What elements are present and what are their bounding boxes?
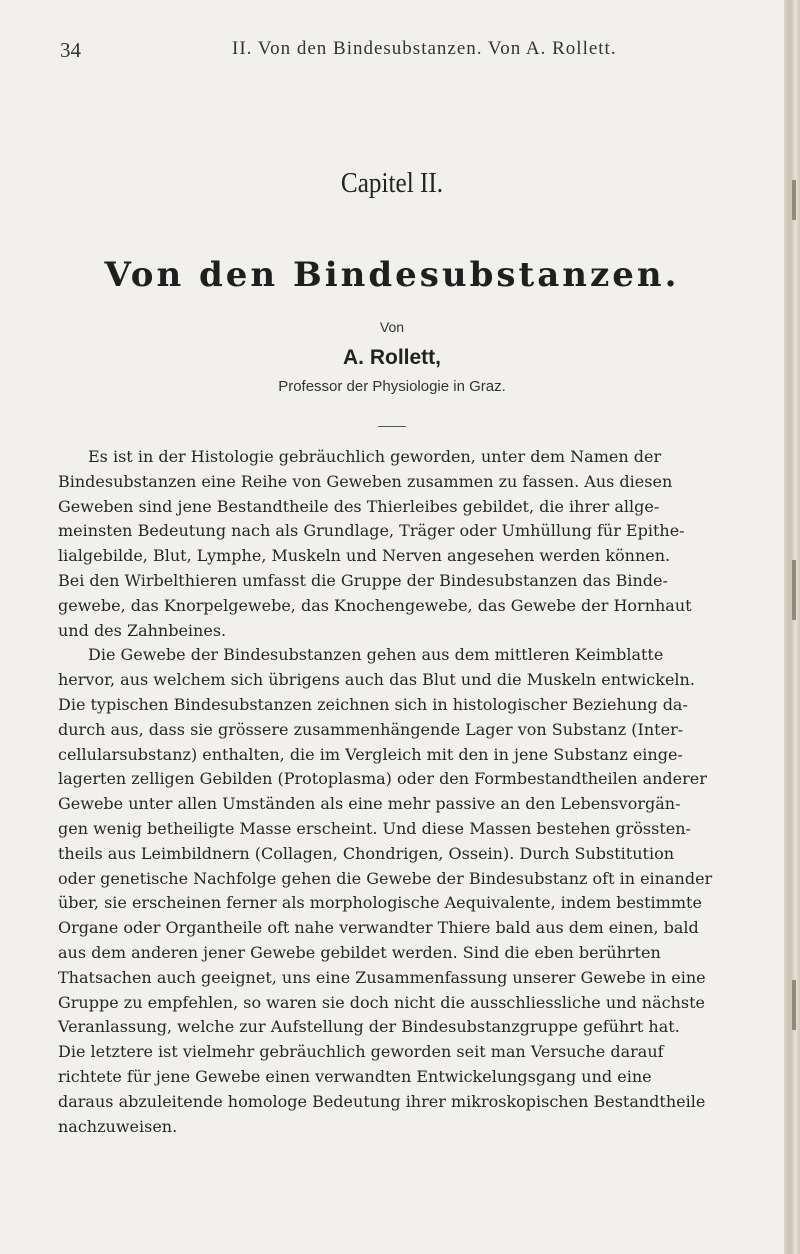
text-line: Bei den Wirbelthieren umfasst die Gruppe der Bindesubstanzen das Binde-	[58, 570, 668, 590]
text-line: lialgebilde, Blut, Lymphe, Muskeln und Nerven angesehen werden können.	[58, 546, 671, 566]
separator-rule	[378, 426, 406, 427]
text-line: Veranlassung, welche zur Aufstellung der Bindesubstanzgruppe geführt hat.	[58, 1017, 680, 1037]
author-affiliation: Professor der Physiologie in Graz.	[278, 378, 506, 395]
text-line: und des Zahnbeines.	[58, 620, 227, 640]
text-line: nachzuweisen.	[58, 1116, 178, 1136]
text-line: gewebe, das Knorpelgewebe, das Knochengewebe, das Gewebe der Hornhaut	[58, 595, 692, 615]
page-edge	[784, 0, 800, 1254]
page-number: 34	[60, 38, 81, 62]
text-line: Gruppe zu empfehlen, so waren sie doch nicht die ausschliessliche und nächste	[58, 992, 705, 1012]
running-head: II. Von den Bindesubstanzen. Von A. Rollett.	[232, 38, 617, 59]
text-line: hervor, aus welchem sich übrigens auch das Blut und die Muskeln entwickeln.	[58, 670, 695, 690]
page-edge-mark	[792, 560, 796, 620]
page-edge-mark	[792, 980, 796, 1030]
text-line: durch aus, dass sie grössere zusammenhängende Lager von Substanz (Inter-	[58, 719, 684, 739]
text-line: Geweben sind jene Bestandtheile des Thierleibes gebildet, die ihrer allge-	[58, 496, 660, 516]
author-name: A. Rollett,	[343, 346, 441, 369]
text-line: aus dem anderen jener Gewebe gebildet werden. Sind die eben berührten	[58, 942, 661, 962]
text-line: Es ist in der Histologie gebräuchlich geworden, unter dem Namen der	[88, 447, 662, 466]
text-line: oder genetische Nachfolge gehen die Gewebe der Bindesubstanz oft in einander	[58, 868, 713, 888]
chapter-title: Von den Bindesubstanzen.	[104, 255, 680, 295]
text-line: Die Gewebe der Bindesubstanzen gehen aus dem mittleren Keimblatte	[88, 645, 664, 665]
text-line: Organe oder Organtheile oft nahe verwandter Thiere bald aus dem einen, bald	[58, 918, 699, 938]
text-line: über, sie erscheinen ferner als morphologische Aequivalente, indem bestimmte	[58, 893, 702, 913]
text-line: Bindesubstanzen eine Reihe von Geweben zusammen zu fassen. Aus diesen	[58, 471, 673, 491]
text-line: Thatsachen auch geeignet, uns eine Zusammenfassung unserer Gewebe in eine	[58, 967, 706, 987]
text-line: Die letztere ist vielmehr gebräuchlich geworden seit man Versuche darauf	[58, 1042, 664, 1062]
text-line: lagerten zelligen Gebilden (Protoplasma) oder den Formbestandtheilen anderer	[58, 769, 707, 789]
text-line: Gewebe unter allen Umständen als eine mehr passive an den Lebensvorgän-	[58, 794, 681, 814]
page-header	[60, 38, 760, 66]
page-edge-mark	[792, 180, 796, 220]
text-line: Die typischen Bindesubstanzen zeichnen sich in histologischer Beziehung da-	[58, 694, 688, 714]
text-line: theils aus Leimbildnern (Collagen, Chondrigen, Ossein). Durch Substitution	[58, 843, 675, 863]
text-line: richtete für jene Gewebe einen verwandten Entwickelungsgang und eine	[58, 1066, 652, 1086]
text-line: meinsten Bedeutung nach als Grundlage, Träger oder Umhüllung für Epithe-	[58, 521, 685, 541]
text-line: cellularsubstanz) enthalten, die im Vergleich mit den in jene Substanz einge-	[58, 744, 683, 764]
text-line: gen wenig betheiligte Masse erscheint. Und diese Massen bestehen grössten-	[58, 818, 691, 838]
text-line: daraus abzuleitende homologe Bedeutung ihrer mikroskopischen Bestandtheile	[58, 1091, 706, 1111]
by-line: Von	[379, 319, 405, 335]
chapter-label: Capitel II.	[340, 168, 444, 199]
body-text	[58, 445, 784, 1139]
